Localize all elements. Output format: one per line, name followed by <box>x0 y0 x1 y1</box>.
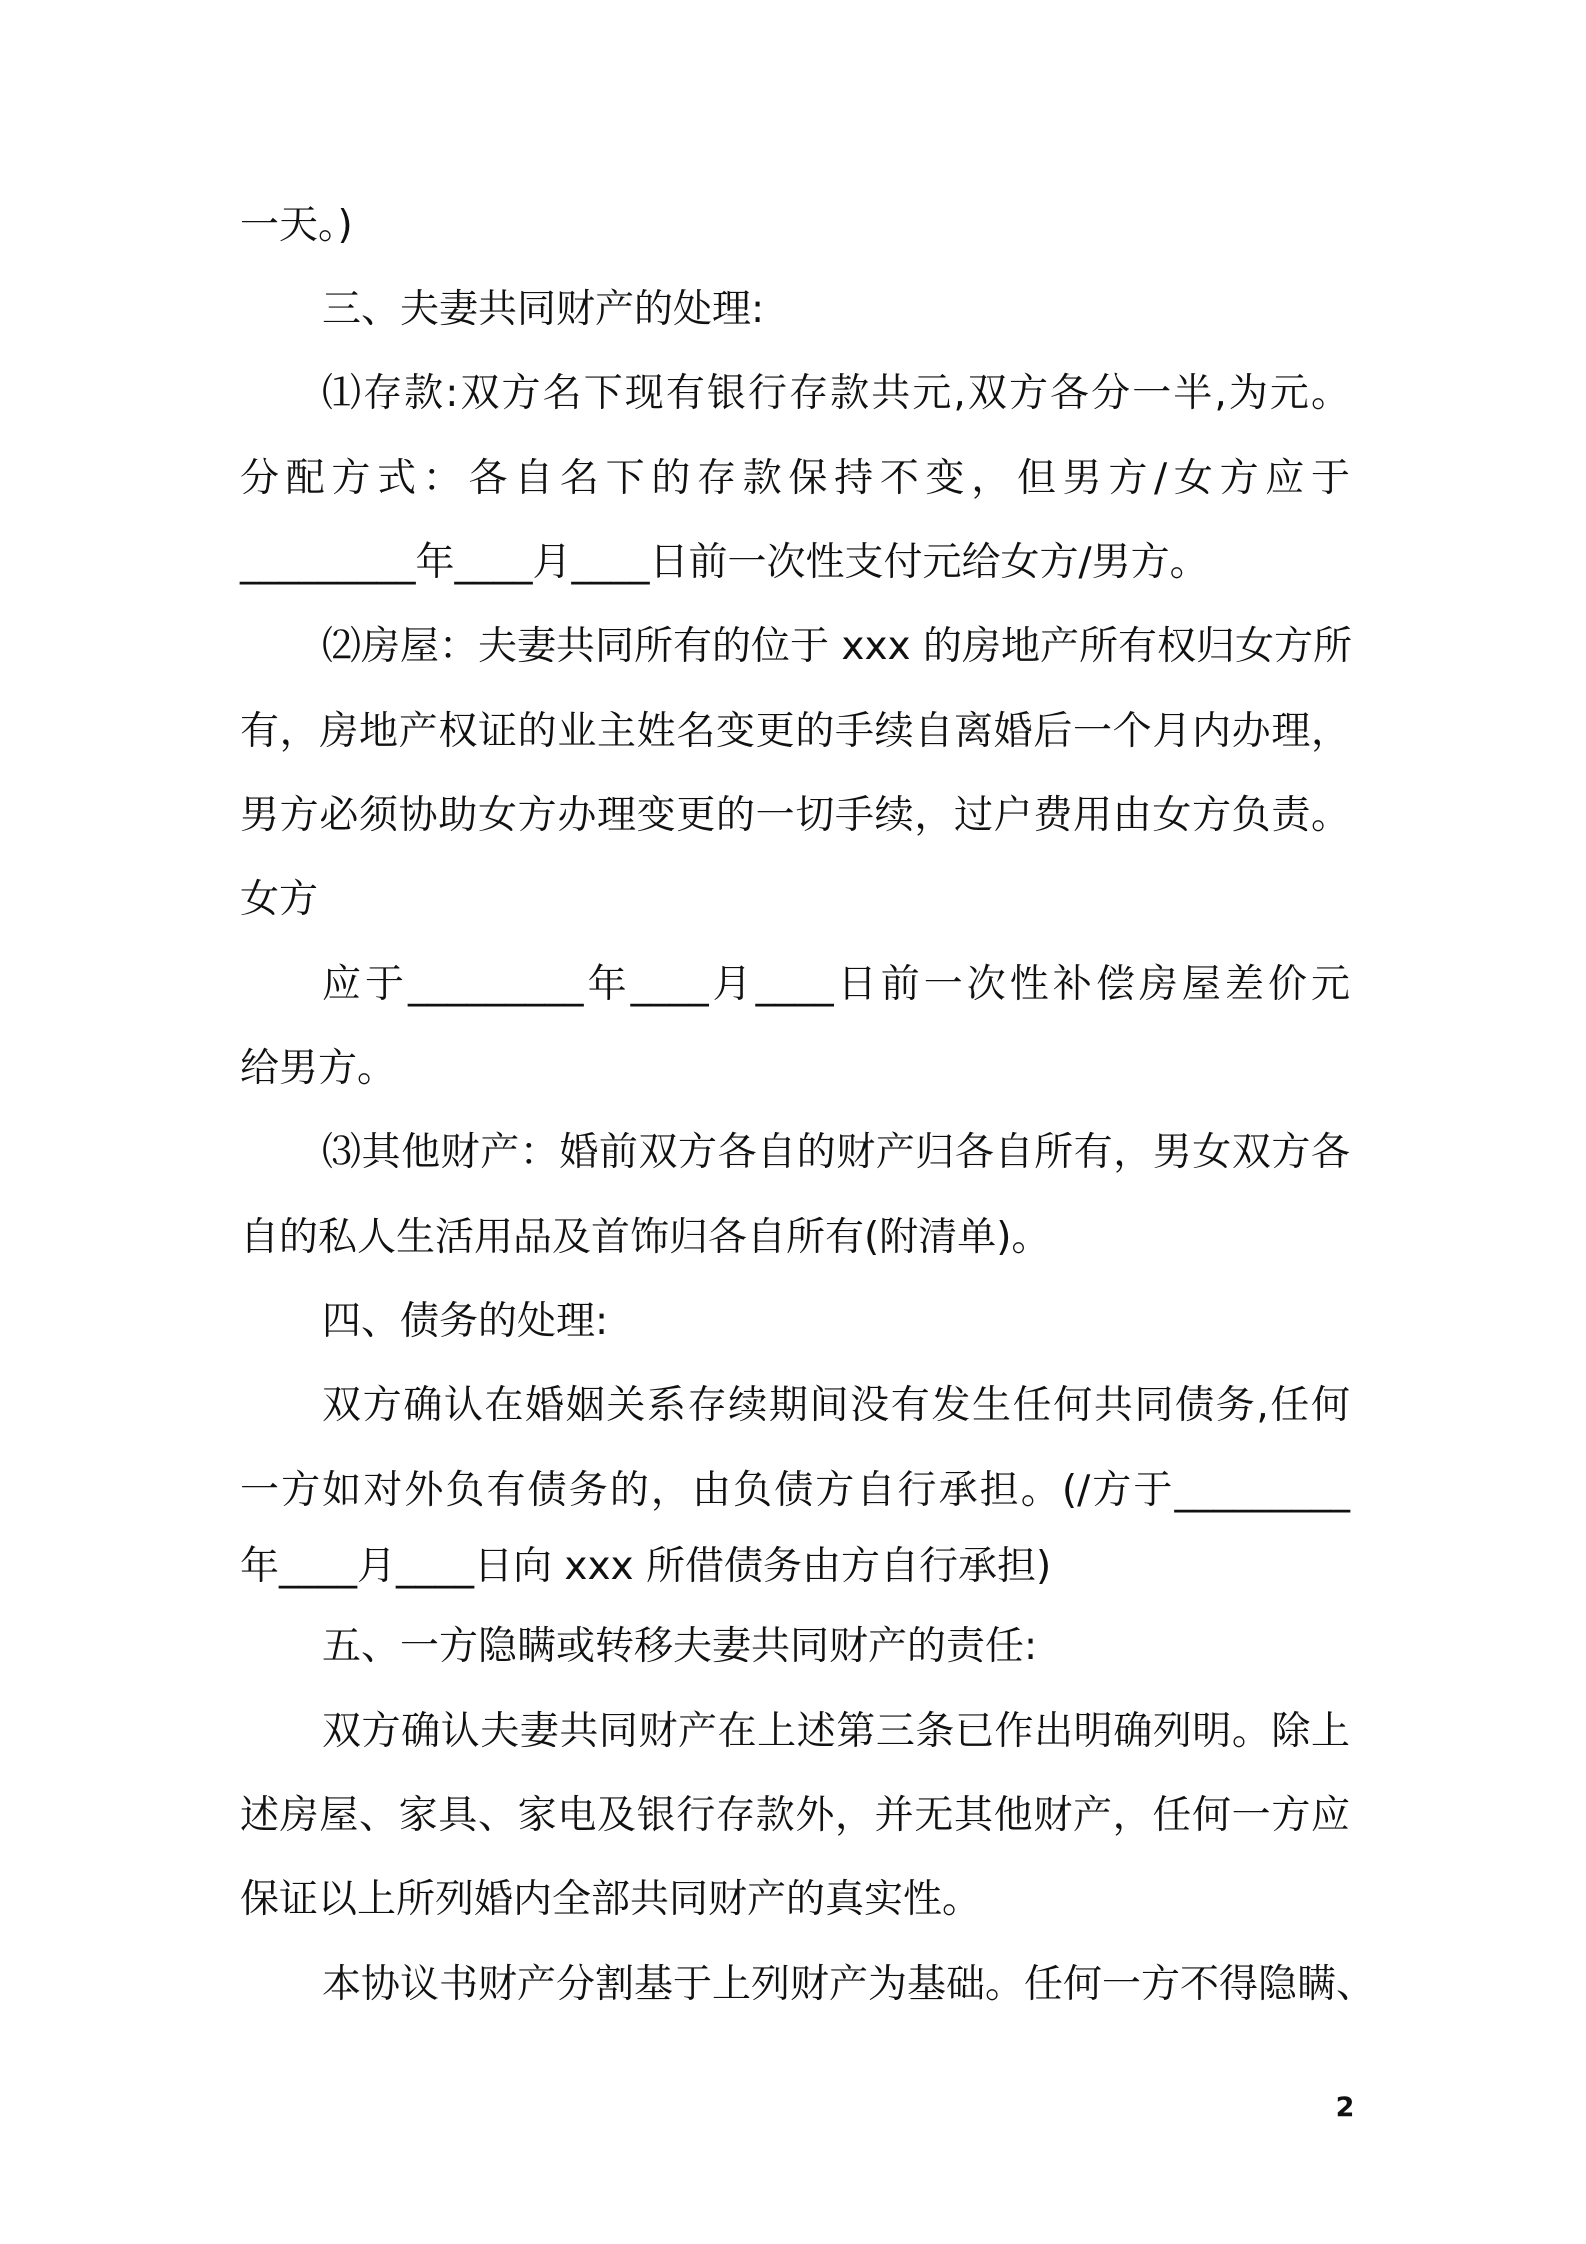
section-heading: 五、一方隐瞒或转移夫妻共同财产的责任: <box>322 1624 1038 1669</box>
text-line: 给男方。 <box>240 1046 397 1091</box>
text-line: 述房屋、家具、家电及银行存款外，并无其他财产，任何一方应 <box>240 1793 1350 1838</box>
text-line: 女方 <box>240 877 319 922</box>
text-line: 分配方式：各自名下的存款保持不变，但男方/女方应于 <box>240 456 1350 501</box>
text-line: 自的私人生活用品及首饰归各自所有(附清单)。 <box>240 1215 1051 1260</box>
text-line: ⑵房屋：夫妻共同所有的位于 xxx 的房地产所有权归女方所 <box>322 624 1353 669</box>
text-line: 双方确认在婚姻关系存续期间没有发生任何共同债务,任何 <box>322 1383 1350 1428</box>
text-line: 应于_________年____月____日前一次性补偿房屋差价元 <box>322 962 1350 1007</box>
text-line: 双方确认夫妻共同财产在上述第三条已作出明确列明。除上 <box>322 1709 1350 1754</box>
section-heading: 四、债务的处理: <box>322 1299 609 1344</box>
page-number: 2 <box>1335 2092 1355 2123</box>
text-line: _________年____月____日前一次性支付元给女方/男方。 <box>240 540 1209 585</box>
text-line: ⑴存款:双方名下现有银行存款共元,双方各分一半,为元。 <box>322 371 1350 416</box>
text-line: 年____月____日向 xxx 所借债务由方自行承担) <box>240 1544 1052 1589</box>
text-line: 保证以上所列婚内全部共同财产的真实性。 <box>240 1877 982 1922</box>
section-heading: 三、夫妻共同财产的处理: <box>322 287 765 332</box>
text-line: 本协议书财产分割基于上列财产为基础。任何一方不得隐瞒、 <box>322 1962 1376 2007</box>
text-line: ⑶其他财产：婚前双方各自的财产归各自所有，男女双方各 <box>322 1130 1350 1175</box>
text-line: 男方必须协助女方办理变更的一切手续，过户费用由女方负责。 <box>240 793 1350 838</box>
text-line: 一方如对外负有债务的，由负债方自行承担。(/方于_________ <box>240 1468 1350 1513</box>
text-line: 一天。) <box>240 203 353 248</box>
text-line: 有，房地产权证的业主姓名变更的手续自离婚后一个月内办理， <box>240 709 1350 754</box>
